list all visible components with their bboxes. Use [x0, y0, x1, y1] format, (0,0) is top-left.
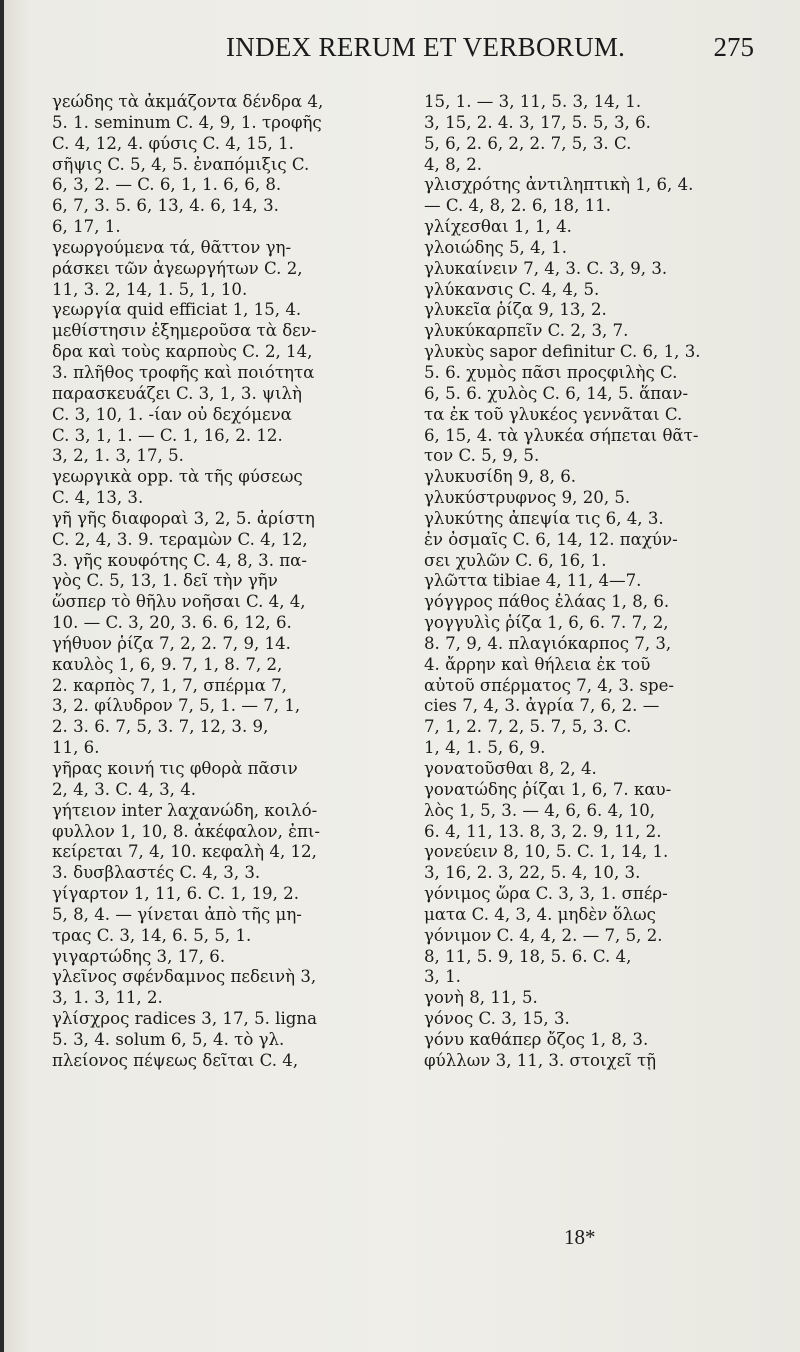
index-line: 3. πλῆθος τροφῆς καὶ ποιότητα [52, 362, 315, 382]
index-line: γλίχεσθαι 1, 1, 4. [424, 217, 572, 237]
index-line: 5, 6, 2. 6, 2, 2. 7, 5, 3. C. [424, 133, 632, 153]
index-line: 3, 2. φίλυδρον 7, 5, 1. — 7, 1, [52, 696, 301, 716]
index-line: ματα C. 4, 3, 4. μηδὲν ὅλως [424, 904, 656, 924]
index-line: τρας C. 3, 14, 6. 5, 5, 1. [52, 925, 252, 945]
index-line: λὸς 1, 5, 3. — 4, 6, 6. 4, 10, [424, 800, 656, 820]
index-line: 6, 7, 3. 5. 6, 13, 4. 6, 14, 3. [52, 196, 279, 216]
index-line: γλυκύτης ἀπεψία τις 6, 4, 3. [424, 508, 664, 528]
index-line: 2, 4, 3. C. 4, 3, 4. [52, 779, 197, 799]
index-line: γεωργικὰ opp. τὰ τῆς φύσεως [52, 467, 303, 487]
index-line: γιγαρτώδης 3, 17, 6. [52, 946, 226, 966]
index-line: 5. 6. χυμὸς πᾶσι προςφιλὴς C. [424, 362, 678, 382]
index-line: γόνος C. 3, 15, 3. [424, 1009, 570, 1029]
index-line: 6. 4, 11, 13. 8, 3, 2. 9, 11, 2. [424, 821, 662, 841]
index-line: γεώδης τὰ ἀκμάζοντα δένδρα 4, [52, 92, 324, 111]
index-line: ὥσπερ τὸ θῆλυ νοῆσαι C. 4, 4, [52, 592, 306, 612]
index-line: γόνιμος ὥρα C. 3, 3, 1. σπέρ- [424, 884, 668, 904]
index-line: παρασκευάζει C. 3, 1, 3. ψιλὴ [52, 383, 302, 403]
index-line: γλυκαίνειν 7, 4, 3. C. 3, 9, 3. [424, 258, 668, 278]
index-line: 2. καρπὸς 7, 1, 7, σπέρμα 7, [52, 675, 287, 695]
index-line: σει χυλῶν C. 6, 16, 1. [424, 550, 607, 570]
index-line: γήθυον ῥίζα 7, 2, 2. 7, 9, 14. [52, 633, 291, 653]
index-line: 10. — C. 3, 20, 3. 6. 6, 12, 6. [52, 613, 292, 633]
signature-mark: 18* [564, 1225, 596, 1249]
index-line: 3, 1. [424, 967, 461, 987]
index-line: τον C. 5, 9, 5. [424, 446, 540, 466]
index-line: ἐν ὀσμαῖς C. 6, 14, 12. παχύν- [424, 529, 678, 549]
index-line: τα ἐκ τοῦ γλυκέος γεννᾶται C. [424, 404, 683, 424]
index-line: γλυκυσίδη 9, 8, 6. [424, 467, 577, 487]
index-line: 4. ἄρρην καὶ θήλεια ἐκ τοῦ [424, 654, 651, 674]
index-line: 3, 15, 2. 4. 3, 17, 5. 5, 3, 6. [424, 112, 651, 132]
page-number: 275 [713, 32, 754, 62]
index-line: γλισχρότης ἀντιληπτικὴ 1, 6, 4. [424, 175, 694, 195]
index-line: cies 7, 4, 3. ἀγρία 7, 6, 2. — [424, 696, 660, 716]
index-line: μεθίστησιν ἐξημεροῦσα τὰ δεν- [52, 321, 317, 341]
index-line: — C. 4, 8, 2. 6, 18, 11. [424, 196, 612, 216]
index-line: 7, 1, 2. 7, 2, 5. 7, 5, 3. C. [424, 717, 632, 737]
index-line: γλεῖνος σφένδαμνος πεδεινὴ 3, [52, 967, 317, 987]
index-line: σῆψις C. 5, 4, 5. ἐναπόμιξις C. [52, 154, 310, 174]
index-line: γίγαρτον 1, 11, 6. C. 1, 19, 2. [52, 884, 299, 904]
index-line: γήτειον inter λαχανώδη, κοιλό- [52, 800, 318, 820]
index-line: αὐτοῦ σπέρματος 7, 4, 3. spe- [424, 675, 675, 695]
index-line: δρα καὶ τοὺς καρποὺς C. 2, 14, [52, 342, 313, 362]
index-line: γονὴ 8, 11, 5. [424, 988, 538, 1008]
index-line: 5. 1. seminum C. 4, 9, 1. τροφῆς [52, 112, 322, 132]
index-line: 8, 11, 5. 9, 18, 5. 6. C. 4, [424, 946, 632, 966]
index-line: γλύκανσις C. 4, 4, 5. [424, 279, 600, 299]
index-line: 11, 3. 2, 14, 1. 5, 1, 10. [52, 279, 248, 299]
index-line: γλυκὺς sapor definitur C. 6, 1, 3. [424, 342, 701, 362]
page-edge-shadow [0, 0, 4, 1352]
index-line: γόνυ καθάπερ ὄζος 1, 8, 3. [424, 1029, 649, 1049]
index-line: 3, 16, 2. 3, 22, 5. 4, 10, 3. [424, 863, 641, 883]
index-line: 15, 1. — 3, 11, 5. 3, 14, 1. [424, 92, 642, 111]
index-line: 3. γῆς κουφότης C. 4, 8, 3. πα- [52, 550, 307, 570]
index-line: 6, 3, 2. — C. 6, 1, 1. 6, 6, 8. [52, 175, 282, 195]
index-line: γονατοῦσθαι 8, 2, 4. [424, 759, 597, 778]
index-line: 4, 8, 2. [424, 154, 483, 174]
index-line: ράσκει τῶν ἀγεωργήτων C. 2, [52, 258, 303, 278]
index-line: 6, 15, 4. τὰ γλυκέα σήπεται θᾶτ- [424, 425, 699, 445]
index-line: γονεύειν 8, 10, 5. C. 1, 14, 1. [424, 842, 669, 862]
header-title: INDEX RERUM ET VERBORUM. [226, 32, 626, 62]
index-line: 8. 7, 9, 4. πλαγιόκαρπος 7, 3, [424, 633, 672, 653]
index-line: C. 3, 10, 1. -ίαν οὐ δεχόμενα [52, 404, 292, 424]
index-line: γόνιμον C. 4, 4, 2. — 7, 5, 2. [424, 925, 663, 945]
index-line: 11, 6. [52, 738, 100, 758]
index-line: καυλὸς 1, 6, 9. 7, 1, 8. 7, 2, [52, 654, 283, 674]
index-line: γὸς C. 5, 13, 1. δεῖ τὴν γῆν [52, 571, 278, 591]
index-line: γλοιώδης 5, 4, 1. [424, 237, 568, 257]
index-line: 2. 3. 6. 7, 5, 3. 7, 12, 3. 9, [52, 717, 269, 737]
index-line: C. 4, 12, 4. φύσις C. 4, 15, 1. [52, 133, 294, 153]
index-line: C. 4, 13, 3. [52, 488, 144, 508]
index-line: γλυκύστρυφνος 9, 20, 5. [424, 488, 631, 508]
index-line: C. 2, 4, 3. 9. τεραμὼν C. 4, 12, [52, 529, 308, 549]
index-line: γεωργία quid efficiat 1, 15, 4. [52, 300, 302, 320]
index-line: γεωργούμενα τά, θᾶττον γη- [52, 237, 292, 257]
index-line: πλείονος πέψεως δεῖται C. 4, [52, 1050, 299, 1070]
index-line: 6, 17, 1. [52, 217, 121, 237]
index-line: γῆρας κοινή τις φθορὰ πᾶσιν [52, 759, 298, 778]
left-column [52, 92, 392, 1072]
index-line: 3. δυσβλαστές C. 4, 3, 3. [52, 863, 261, 883]
index-line: 5. 3, 4. solum 6, 5, 4. τὸ γλ. [52, 1029, 285, 1049]
index-line: 3, 1. 3, 11, 2. [52, 988, 163, 1008]
index-line: γονατώδης ῥίζαι 1, 6, 7. καυ- [424, 779, 672, 799]
index-line: 3, 2, 1. 3, 17, 5. [52, 446, 184, 466]
index-line: γῆ γῆς διαφοραὶ 3, 2, 5. ἀρίστη [52, 508, 315, 528]
index-line: γόγγρος πάθος ἐλάας 1, 8, 6. [424, 592, 670, 612]
index-line: γλῶττα tibiae 4, 11, 4—7. [424, 571, 642, 591]
right-column [424, 92, 760, 1072]
index-line: γλίσχρος radices 3, 17, 5. ligna [52, 1009, 317, 1029]
index-line: φυλλον 1, 10, 8. ἀκέφαλον, ἐπι- [52, 821, 321, 841]
index-line: κείρεται 7, 4, 10. κεφαλὴ 4, 12, [52, 842, 317, 862]
index-line: 5, 8, 4. — γίνεται ἀπὸ τῆς μη- [52, 904, 302, 924]
index-line: C. 3, 1, 1. — C. 1, 16, 2. 12. [52, 425, 283, 445]
index-line: φύλλων 3, 11, 3. στοιχεῖ τῇ [424, 1050, 657, 1070]
index-line: γλυκύκαρπεῖν C. 2, 3, 7. [424, 321, 629, 341]
running-header [0, 32, 800, 72]
index-line: 1, 4, 1. 5, 6, 9. [424, 738, 546, 758]
index-line: γλυκεῖα ῥίζα 9, 13, 2. [424, 300, 607, 320]
index-line: γογγυλὶς ῥίζα 1, 6, 6. 7. 7, 2, [424, 613, 669, 633]
index-line: 6, 5. 6. χυλὸς C. 6, 14, 5. ἅπαν- [424, 383, 689, 403]
